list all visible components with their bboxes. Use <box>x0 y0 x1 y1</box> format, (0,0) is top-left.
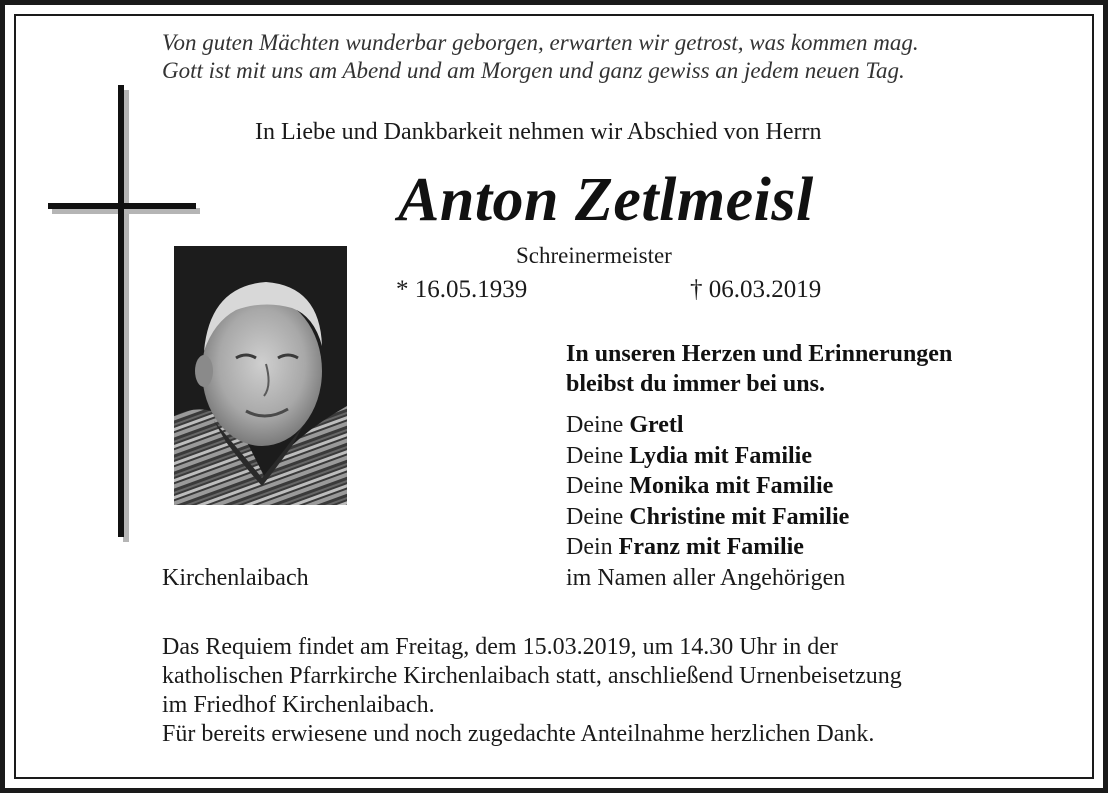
list-item <box>566 502 849 533</box>
family-name: Lydia mit Familie <box>629 442 812 469</box>
place-of-residence: Kirchenlaibach <box>162 565 309 591</box>
list-item <box>566 441 849 472</box>
family-name: Monika mit Familie <box>629 473 834 499</box>
notice-line-2: katholischen Pfarrkirche Kirchenlaibach statt, anschließend Urnenbeisetzung <box>162 663 902 689</box>
family-closing: im Namen aller Angehörigen <box>566 564 846 591</box>
service-notice <box>162 633 902 749</box>
notice-line-4: Für bereits erwiesene und noch zugedachte Anteilnahme herzlichen Dank. <box>162 721 875 747</box>
family-name: Franz mit Familie <box>618 534 804 560</box>
death-date: † 06.03.2019 <box>690 276 822 303</box>
birth-date: * 16.05.1939 <box>396 276 528 303</box>
family-name: Christine mit Familie <box>629 503 850 530</box>
family-prefix: Deine <box>566 442 630 469</box>
intro-text: In Liebe und Dankbarkeit nehmen wir Abschied von Herrn <box>255 119 822 145</box>
memory-line-2: bleibst du immer bei uns. <box>566 371 825 397</box>
cross-vertical-bar <box>118 85 124 537</box>
family-prefix: Dein <box>566 534 619 560</box>
notice-line-3: im Friedhof Kirchenlaibach. <box>162 692 435 718</box>
family-prefix: Deine <box>566 503 630 530</box>
deceased-profession: Schreinermeister <box>516 243 672 268</box>
family-prefix: Deine <box>566 412 630 438</box>
list-item <box>566 471 849 502</box>
deceased-name: Anton Zetlmeisl <box>398 166 814 234</box>
poem <box>162 29 919 85</box>
portrait-photo <box>174 246 347 505</box>
notice-line-1: Das Requiem findet am Freitag, dem 15.03.2019, um 14.30 Uhr in der <box>162 634 838 660</box>
family-name: Gretl <box>629 412 684 438</box>
memory-verse <box>566 339 952 399</box>
cross-horizontal-bar <box>48 203 196 209</box>
family-prefix: Deine <box>566 473 630 499</box>
list-item <box>566 532 849 563</box>
poem-line-1: Von guten Mächten wunderbar geborgen, erwarten wir getrost, was kommen mag. <box>162 30 919 55</box>
family-list <box>566 410 849 593</box>
list-item <box>566 410 849 441</box>
poem-line-2: Gott ist mit uns am Abend und am Morgen und ganz gewiss an jedem neuen Tag. <box>162 58 905 83</box>
memory-line-1: In unseren Herzen und Erinnerungen <box>566 341 953 367</box>
